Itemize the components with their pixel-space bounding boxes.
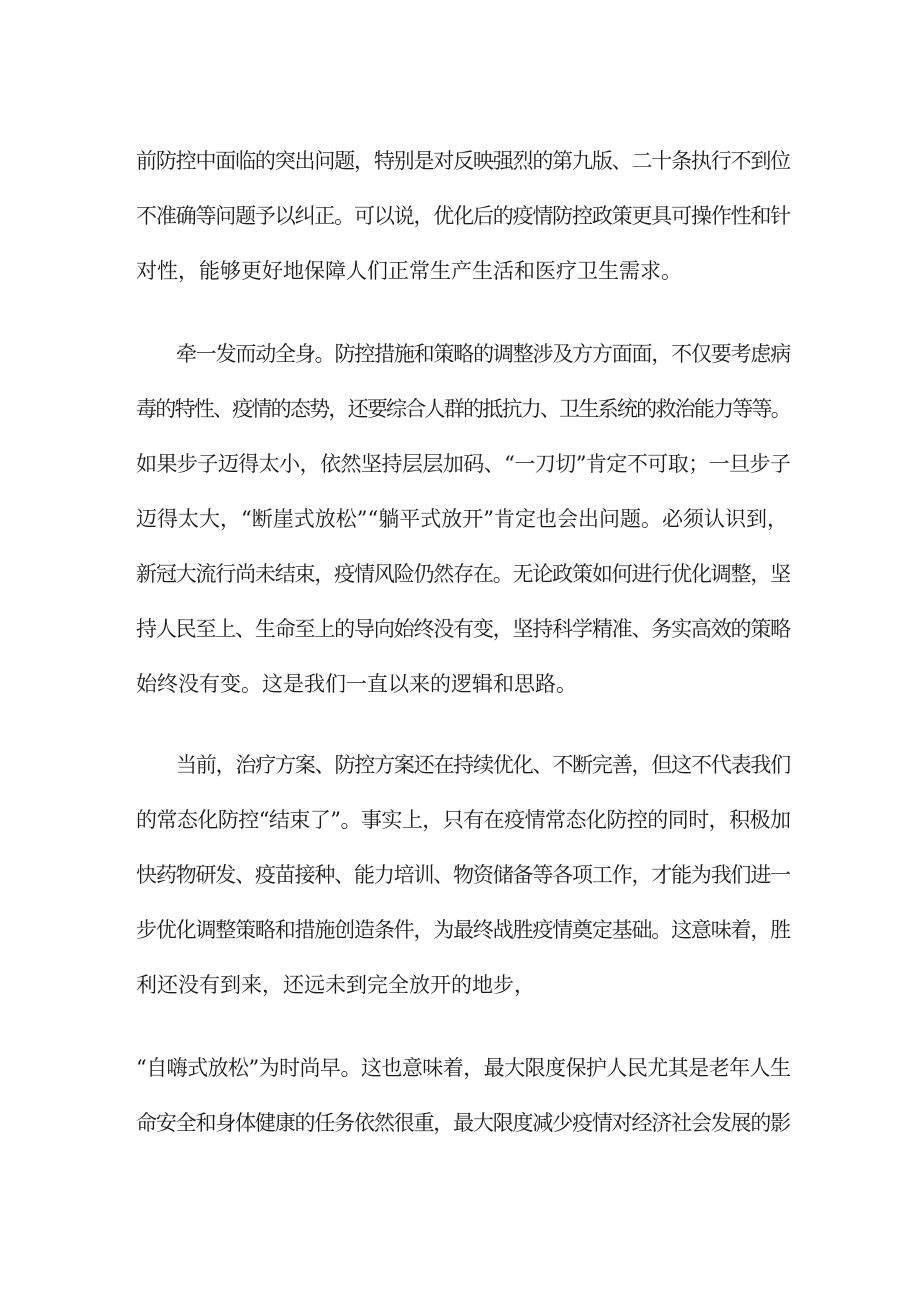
paragraph-2-line-5: 新冠大流行尚未结束，疫情风险仍然存在。无论政策如何进行优化调整，坚 (136, 562, 790, 586)
paragraph-3-line-4: 步优化调整策略和措施创造条件，为最终战胜疫情奠定基础。这意味着，胜 (136, 918, 790, 942)
paragraph-1-line-1: 前防控中面临的突出问题，特别是对反映强烈的第九版、二十条执行不到位 (136, 149, 790, 173)
paragraph-1-line-2: 不准确等问题予以纠正。可以说，优化后的疫情防控政策更具可操作性和针 (136, 204, 790, 228)
paragraph-2-line-1: 牵一发而动全身。防控措施和策略的调整涉及方方面面，不仅要考虑病 (176, 342, 790, 366)
paragraph-2-line-4: 迈得太大，“断崖式放松”“躺平式放开”肯定也会出问题。必须认识到， (136, 507, 788, 531)
paragraph-2-line-3: 如果步子迈得太小，依然坚持层层加码、“一刀切”肯定不可取；一旦步子 (136, 452, 791, 476)
paragraph-2-line-2: 毒的特性、疫情的态势，还要综合人群的抵抗力、卫生系统的救治能力等等。 (136, 397, 790, 421)
paragraph-3-line-2: 的常态化防控“结束了”。事实上，只有在疫情常态化防控的同时，积极加 (136, 808, 791, 832)
paragraph-3-line-5: 利还没有到来，还远未到完全放开的地步， (136, 973, 535, 997)
paragraph-2-line-7: 始终没有变。这是我们一直以来的逻辑和思路。 (136, 672, 577, 696)
paragraph-4-line-2: 命安全和身体健康的任务依然很重，最大限度减少疫情对经济社会发展的影 (136, 1111, 790, 1135)
paragraph-2-line-6: 持人民至上、生命至上的导向始终没有变，坚持科学精准、务实高效的策略 (136, 617, 790, 641)
paragraph-3-line-1: 当前，治疗方案、防控方案还在持续优化、不断完善，但这不代表我们 (176, 753, 790, 777)
paragraph-1-line-3: 对性，能够更好地保障人们正常生产生活和医疗卫生需求。 (136, 259, 682, 283)
paragraph-4-line-1: “自嗨式放松”为时尚早。这也意味着，最大限度保护人民尤其是老年人生 (136, 1056, 791, 1080)
paragraph-3-line-3: 快药物研发、疫苗接种、能力培训、物资储备等各项工作，才能为我们进一 (136, 863, 790, 887)
